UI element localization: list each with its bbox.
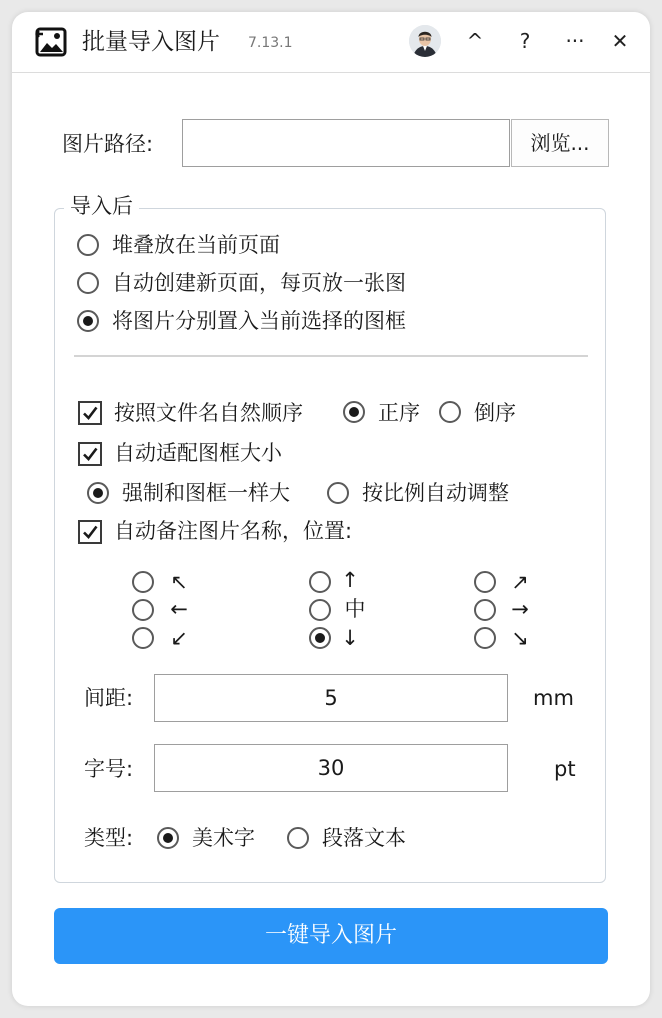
arrow-left-icon: ←	[170, 597, 188, 621]
more-options-button[interactable]: ···	[565, 29, 585, 53]
position-top-radio[interactable]	[309, 571, 331, 593]
font-size-label: 字号:	[84, 757, 134, 781]
browse-button[interactable]: 浏览...	[511, 119, 609, 167]
arrow-up-left-icon: ↖	[170, 570, 188, 594]
position-right-radio[interactable]	[474, 599, 496, 621]
arrow-right-icon: →	[511, 597, 529, 621]
auto-fit-frame-checkbox[interactable]	[78, 442, 102, 466]
section-divider	[74, 355, 588, 357]
stack-current-page-radio[interactable]	[77, 234, 99, 256]
position-top-left-radio[interactable]	[132, 571, 154, 593]
proportional-adjust-radio[interactable]	[327, 482, 349, 504]
arrow-up-right-icon: ↗	[511, 570, 529, 594]
position-bottom-left-radio[interactable]	[132, 627, 154, 649]
position-left-radio[interactable]	[132, 599, 154, 621]
auto-caption-label: 自动备注图片名称，位置:	[114, 519, 353, 543]
art-text-radio[interactable]	[157, 827, 179, 849]
close-button[interactable]: ✕	[611, 29, 629, 53]
stack-current-page-label: 堆叠放在当前页面	[112, 233, 280, 257]
spacing-label: 间距:	[84, 686, 134, 710]
user-avatar[interactable]	[409, 25, 441, 57]
new-page-per-image-radio[interactable]	[77, 272, 99, 294]
paragraph-text-radio[interactable]	[287, 827, 309, 849]
arrow-down-left-icon: ↙	[170, 626, 188, 650]
arrow-down-icon: ↓	[341, 626, 359, 650]
sort-ascending-label: 正序	[378, 401, 420, 425]
place-into-frames-label: 将图片分别置入当前选择的图框	[112, 309, 406, 333]
image-import-icon	[34, 26, 68, 58]
natural-sort-checkbox[interactable]	[78, 401, 102, 425]
position-bottom-right-radio[interactable]	[474, 627, 496, 649]
collapse-button[interactable]: ^	[466, 29, 484, 53]
app-version: 7.13.1	[248, 35, 293, 51]
position-center-label: 中	[344, 597, 366, 621]
position-center-radio[interactable]	[309, 599, 331, 621]
sort-descending-radio[interactable]	[439, 401, 461, 423]
natural-sort-label: 按照文件名自然顺序	[114, 401, 303, 425]
after-import-group-title: 导入后	[64, 192, 139, 220]
font-size-input[interactable]	[154, 744, 508, 792]
image-path-label: 图片路径:	[62, 132, 154, 156]
import-images-button[interactable]: 一键导入图片	[54, 908, 608, 964]
art-text-label: 美术字	[192, 826, 255, 850]
arrow-up-icon: ↑	[341, 568, 359, 592]
text-type-label: 类型:	[84, 826, 134, 850]
title-bar[interactable]	[12, 12, 650, 73]
sort-ascending-radio[interactable]	[343, 401, 365, 423]
app-title: 批量导入图片	[82, 29, 220, 55]
spacing-unit: mm	[533, 686, 574, 710]
sort-descending-label: 倒序	[474, 401, 516, 425]
position-bottom-radio[interactable]	[309, 627, 331, 649]
proportional-adjust-label: 按比例自动调整	[362, 481, 509, 505]
spacing-input[interactable]	[154, 674, 508, 722]
auto-caption-checkbox[interactable]	[78, 520, 102, 544]
import-images-dialog	[12, 12, 650, 1006]
position-top-right-radio[interactable]	[474, 571, 496, 593]
force-frame-size-radio[interactable]	[87, 482, 109, 504]
force-frame-size-label: 强制和图框一样大	[122, 481, 290, 505]
image-path-input[interactable]	[182, 119, 510, 167]
font-size-unit: pt	[554, 757, 576, 781]
auto-fit-frame-label: 自动适配图框大小	[114, 441, 282, 465]
arrow-down-right-icon: ↘	[511, 626, 529, 650]
paragraph-text-label: 段落文本	[322, 826, 406, 850]
new-page-per-image-label: 自动创建新页面，每页放一张图	[112, 271, 406, 295]
place-into-frames-radio[interactable]	[77, 310, 99, 332]
help-button[interactable]: ?	[519, 29, 531, 53]
